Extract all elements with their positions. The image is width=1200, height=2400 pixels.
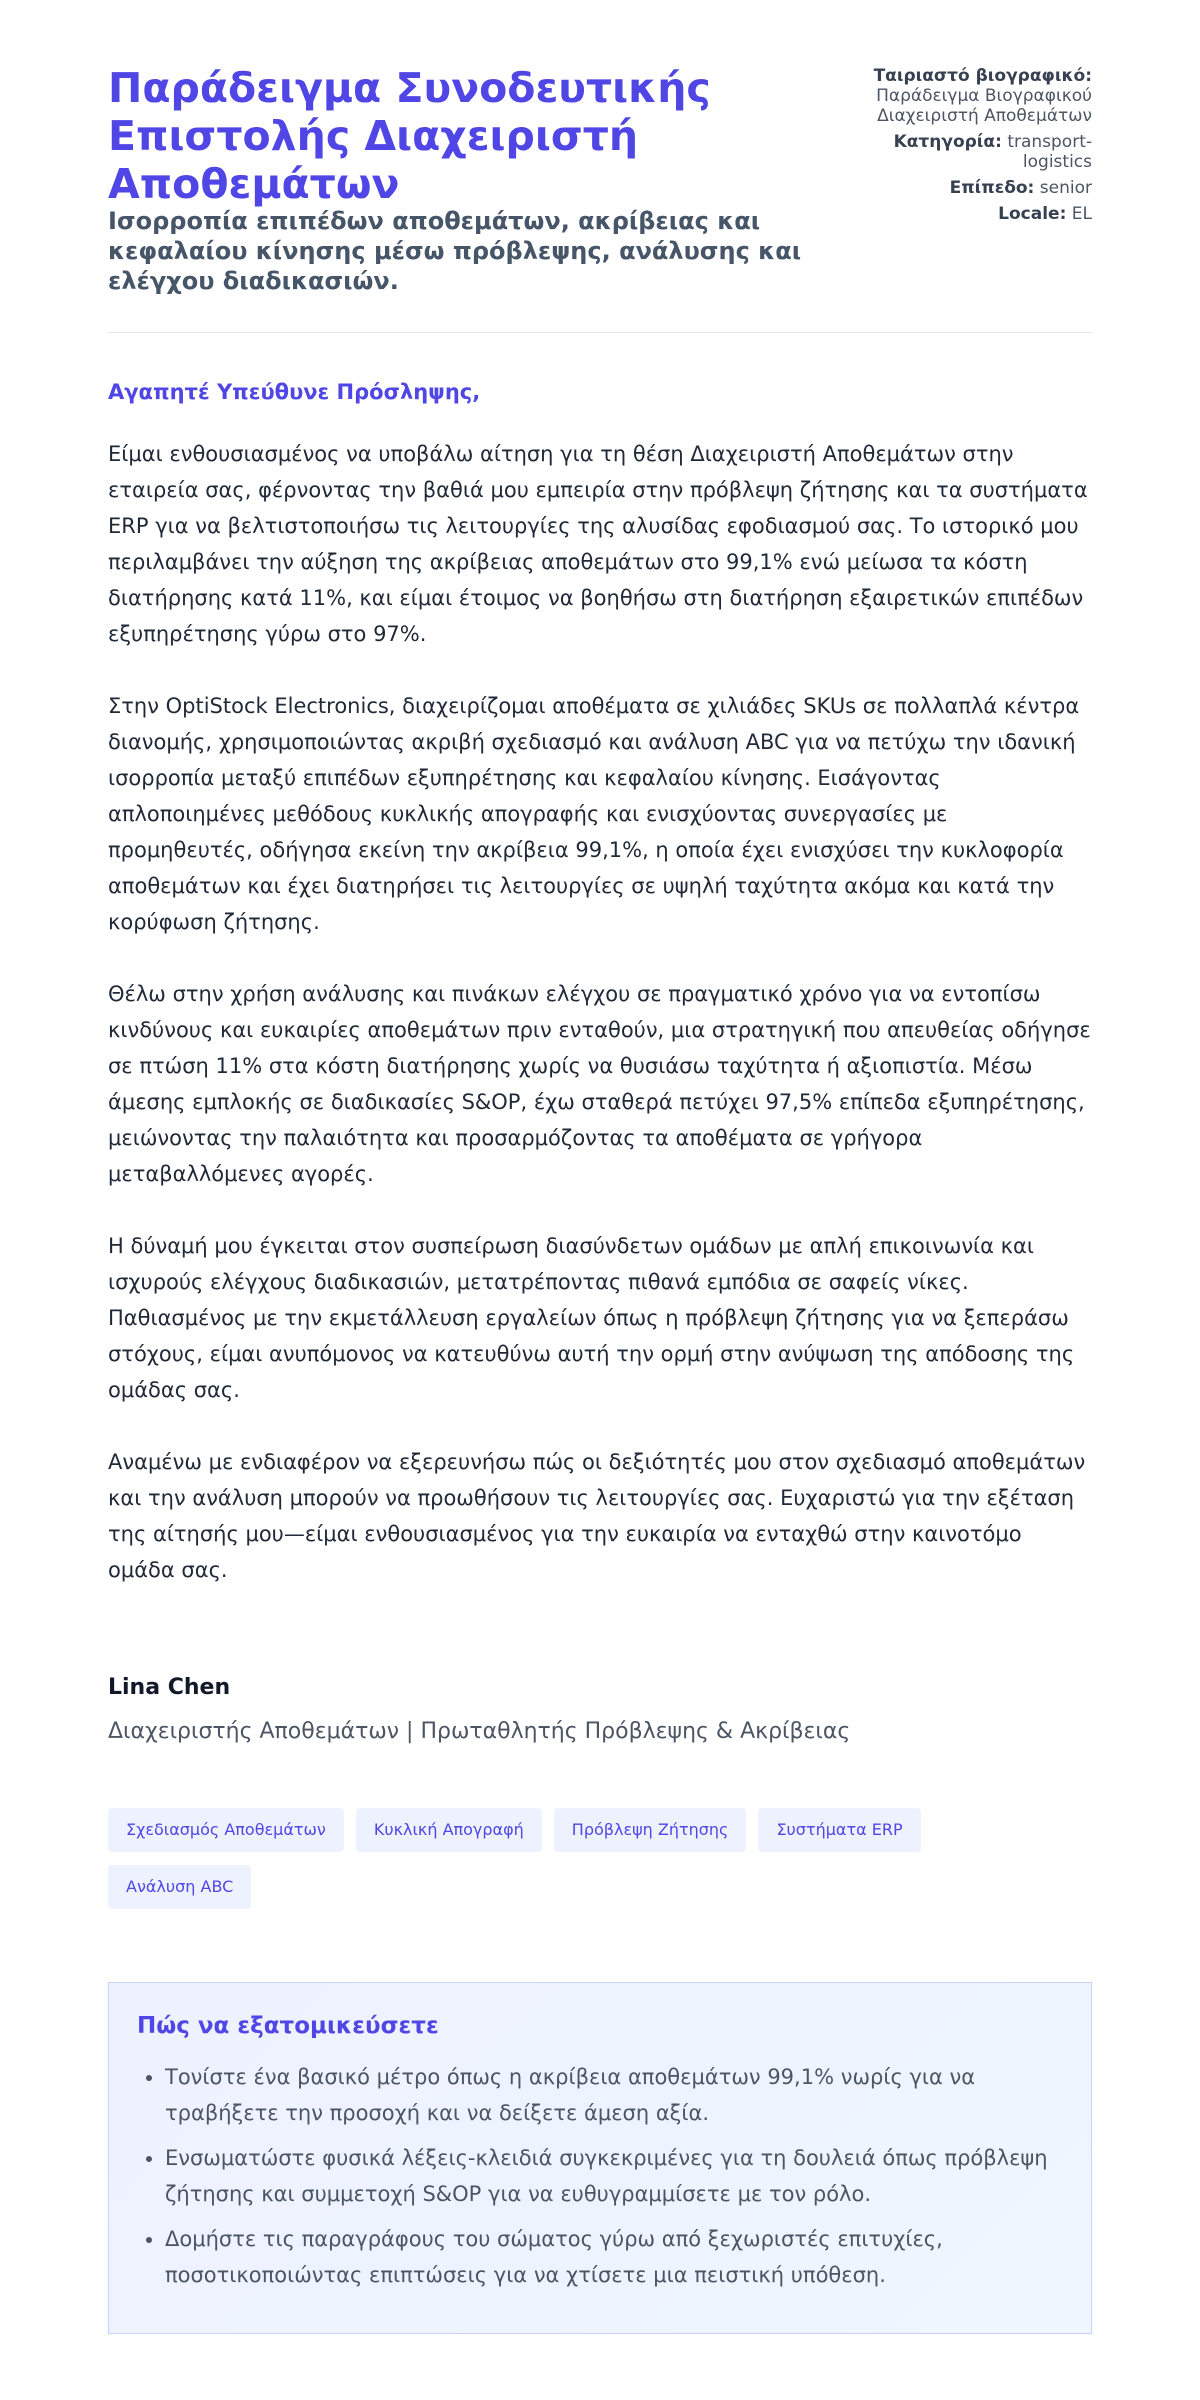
meta-resume-value[interactable]: Παράδειγμα Βιογραφικού Διαχειριστή Αποθεμάτων [876, 86, 1092, 126]
skill-tag[interactable]: Κυκλική Απογραφή [356, 1808, 542, 1852]
letter-paragraph: Είμαι ενθουσιασμένος να υποβάλω αίτηση για τη θέση Διαχειριστή Αποθεμάτων στην εταιρεία σας, φέρνοντας την βαθιά μου εμπειρία στην πρόβλεψη ζήτησης και τα συστήματα ERP για να βελτιστοποιήσω τις λειτουργίες της αλυσίδας εφοδιασμού σας. Το ιστορικό μου περιλαμβάνει την αύξηση της ακρίβειας αποθεμάτων στο 99,1% ενώ μείωσα τα κόστη διατήρησης κατά 11%, και είμαι έτοιμος να βοηθήσω στη διατήρηση εξαιρετικών επιπέδων εξυπηρέτησης γύρω στο 97%. [108, 442, 1088, 646]
letter-paragraph: Η δύναμή μου έγκειται στον συσπείρωση διασύνδετων ομάδων με απλή επικοινωνία και ισχυρούς ελέγχους διαδικασιών, μετατρέποντας πιθανά εμπόδια σε σαφείς νίκες. Παθιασμένος με την εκμετάλλευση εργαλείων όπως η πρόβλεψη ζήτησης για να ξεπεράσω στόχους, είμαι ανυπόμονος να κατευθύνω αυτή την ορμή στην ανύψωση της απόδοσης της ομάδας σας. [108, 1234, 1075, 1402]
letter-paragraph: Αναμένω με ενδιαφέρον να εξερευνήσω πώς οι δεξιότητές μου στον σχεδιασμό αποθεμάτων και την ανάλυση μπορούν να προωθήσουν τις λειτουργίες σας. Ευχαριστώ για την εξέταση της αίτησής μου—είμαι ενθουσιασμένος για την ευκαιρία να ενταχθώ στην καινοτόμο ομάδα σας. [108, 1450, 1086, 1582]
tips-item: • Δομήστε τις παραγράφους του σώματος γύρω από ξεχωριστές επιτυχίες, ποσοτικοποιώντας επιπτώσεις για να χτίσετε μια πειστική υπόθεση. [165, 2221, 1063, 2293]
skill-tag[interactable]: Πρόβλεψη Ζήτησης [554, 1808, 747, 1852]
letter-paragraph: Στην OptiStock Electronics, διαχειρίζομαι αποθέματα σε χιλιάδες SKUs σε πολλαπλά κέντρα διανομής, χρησιμοποιώντας ακριβή σχεδιασμό και ανάλυση ABC για να πετύχω την ιδανική ισορροπία μεταξύ επιπέδων εξυπηρέτησης και κεφαλαίου κίνησης. Εισάγοντας απλοποιημένες μεθόδους κυκλικής απογραφής και ενισχύοντας συνεργασίες με προμηθευτές, οδήγησα εκείνη την ακρίβεια 99,1%, η οποία έχει ενισχύσει την κυκλοφορία αποθεμάτων και έχει διατηρήσει τις λειτουργίες σε υψηλή ταχύτητα ακόμα και κατά την κορύφωση ζήτησης. [108, 694, 1080, 934]
meta-level-value: senior [1039, 178, 1092, 198]
meta-category-value: transport-logistics [1007, 132, 1092, 172]
meta-category-label: Κατηγορία: [893, 132, 1002, 152]
meta-level [832, 178, 1092, 198]
meta-locale-label: Locale: [998, 204, 1067, 224]
meta-locale [832, 204, 1092, 224]
letter-paragraph: Θέλω στην χρήση ανάλυσης και πινάκων ελέγχου σε πραγματικό χρόνο για να εντοπίσω κινδύνους και ευκαιρίες αποθεμάτων πριν ενταθούν, μια στρατηγική που απευθείας οδήγησε σε πτώση 11% στα κόστη διατήρησης χωρίς να θυσιάσω ταχύτητα ή αξιοπιστία. Μέσω άμεσης εμπλοκής σε διαδικασίες S&OP, έχω σταθερά πετύχει 97,5% επίπεδα εξυπηρέτησης, μειώνοντας την παλαιότητα και προσαρμόζοντας τα αποθέματα σε γρήγορα μεταβαλλόμενες αγορές. [108, 982, 1091, 1186]
customize-tips-box [108, 1982, 1092, 2334]
signature-role: Διαχειριστής Αποθεμάτων | Πρωταθλητής Πρόβλεψης & Ακρίβειας [108, 1719, 851, 1744]
tips-title: Πώς να εξατομικεύσετε [137, 2013, 439, 2039]
meta-locale-value: EL [1071, 204, 1092, 224]
skill-tags [108, 1808, 1008, 1909]
tips-list [137, 2059, 1063, 2293]
meta-resume-label: Ταιριαστό βιογραφικό: [873, 66, 1092, 86]
meta-panel [832, 66, 1092, 230]
skill-tag[interactable]: Συστήματα ERP [758, 1808, 920, 1852]
signature-name: Lina Chen [108, 1675, 231, 1700]
page-header [108, 0, 1092, 333]
page-title: Παράδειγμα Συνοδευτικής Επιστολής Διαχειριστή Αποθεμάτων [108, 64, 711, 208]
meta-resume [832, 66, 1092, 126]
page-subtitle: Ισορροπία επιπέδων αποθεμάτων, ακρίβειας και κεφαλαίου κίνησης μέσω πρόβλεψης, ανάλυσης και ελέγχου διαδικασιών. [108, 207, 802, 295]
tips-item: • Τονίστε ένα βασικό μέτρο όπως η ακρίβεια αποθεμάτων 99,1% νωρίς για να τραβήξετε την προσοχή και να δείξετε άμεση αξία. [165, 2059, 1063, 2131]
skill-tag[interactable]: Σχεδιασμός Αποθεμάτων [108, 1808, 344, 1852]
tips-item: • Ενσωματώστε φυσικά λέξεις-κλειδιά συγκεκριμένες για τη δουλειά όπως πρόβλεψη ζήτησης και συμμετοχή S&OP για να ευθυγραμμίσετε με τον ρόλο. [165, 2140, 1063, 2212]
letter-salutation: Αγαπητέ Υπεύθυνε Πρόσληψης, [108, 380, 481, 404]
letter-body [108, 436, 1092, 1624]
signature-block [108, 1672, 1092, 1748]
meta-category [832, 132, 1092, 172]
skill-tag[interactable]: Ανάλυση ABC [108, 1865, 251, 1909]
meta-level-label: Επίπεδο: [949, 178, 1035, 198]
